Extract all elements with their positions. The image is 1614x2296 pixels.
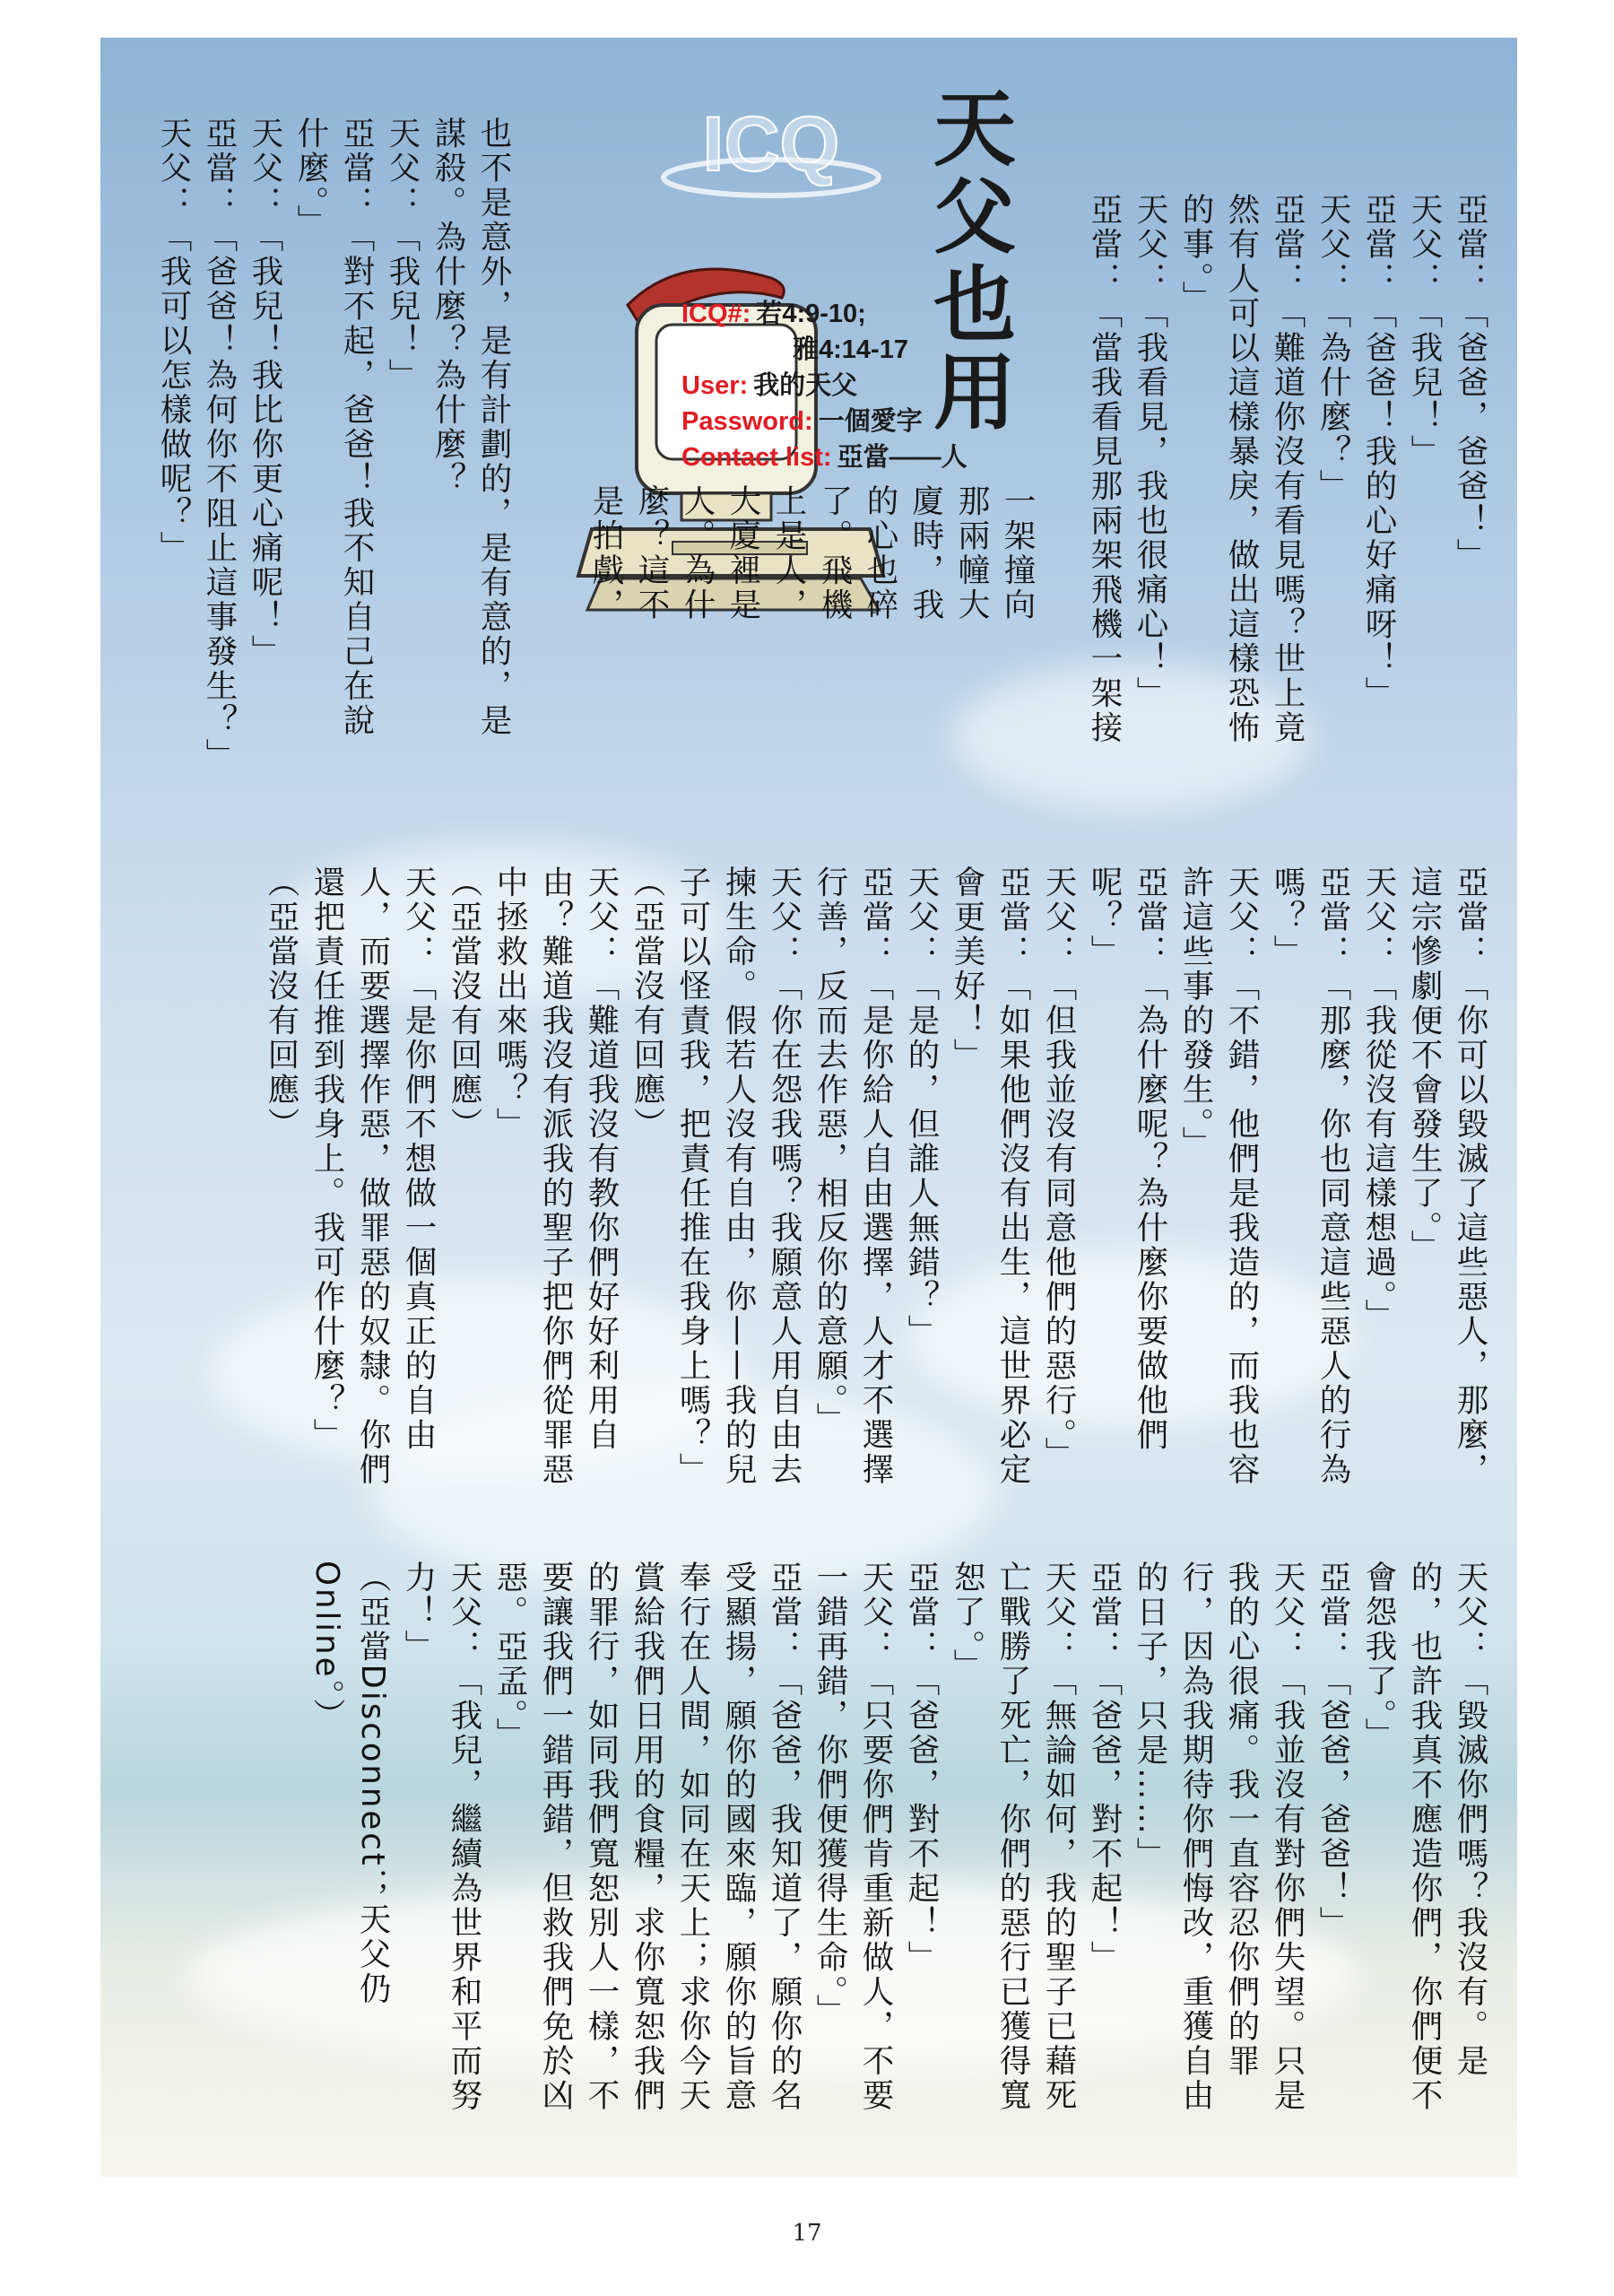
- icq-contact-row: [681, 439, 1058, 475]
- icq-number-label: ICQ#:: [681, 300, 751, 328]
- dialogue-line: 天父：「我兒！」: [1406, 193, 1443, 469]
- icq-contact-value: 亞當——人: [837, 443, 968, 472]
- dialogue-line: 天父：「我兒！」: [384, 117, 421, 393]
- page-number: 17: [792, 2220, 822, 2247]
- dialogue-line: 天父：「為什麼？」: [1315, 193, 1351, 504]
- dialogue-line: 廈時，我: [907, 484, 944, 622]
- icq-password-value: 一個愛字: [818, 407, 923, 436]
- icq-password-label: Password:: [681, 407, 813, 436]
- dialogue-section-1: [1081, 193, 1493, 776]
- dialogue-line: 亞當：「是你給人自由選擇，人才不選擇行善，反而去作惡，相反你的意願。」: [811, 865, 894, 1487]
- dialogue-line: 亞當：「如果他們沒有出生，這世界必定會更美好！」: [949, 865, 1031, 1487]
- icq-number-row: [681, 296, 1058, 332]
- dialogue-line: 天父：「我並沒有對你們失望。只是我的心很痛。我一直容忍你們的罪行，因為我期待你們悔改，重獲自由的日子，只是……」: [1132, 1561, 1306, 2113]
- icq-user-row: [681, 368, 1058, 404]
- dialogue-line: 亞當：「爸爸！我的心好痛呀！」: [1360, 193, 1397, 711]
- icq-user-label: User:: [681, 371, 749, 400]
- icq-user-value: 我的天父: [753, 371, 858, 400]
- dialogue-section-1-wrap: [583, 484, 1040, 762]
- dialogue-line: 了。飛機: [816, 484, 853, 622]
- icq-number-value-2: 雅4:14-17: [793, 335, 908, 364]
- dialogue-line: 天父：「是你們不想做一個真正的自由人，而要選擇作惡，做罪惡的奴隸。你們還把責任推到我身上。我可作什麼？」: [308, 865, 437, 1487]
- dialogue-line: 天父：「不錯，他們是我造的，而我也容許這些事的發生。」: [1177, 865, 1260, 1487]
- dialogue-line: 一架撞向: [999, 484, 1036, 622]
- dialogue-line: 亞當：「為什麼呢？為什麼你要做他們呢？」: [1086, 865, 1168, 1453]
- dialogue-line: 天父：「是的，但誰人無錯？」: [903, 865, 940, 1349]
- dialogue-line: 天父：「只要你們肯重新做人，不要一錯再錯，你們便獲得生命。」: [811, 1561, 894, 2113]
- dialogue-line: 亞當：「對不起，爸爸！我不知自己在說什麼。」: [292, 117, 375, 738]
- icq-logo-text: ICQ: [702, 101, 840, 187]
- dialogue-line: 亞當：「當我看見那兩架飛機一架接: [1086, 193, 1123, 745]
- icq-halo-logo: [655, 99, 888, 206]
- icq-profile-info: [681, 296, 1058, 475]
- dialogue-section-1-continued: [151, 117, 516, 773]
- dialogue-line: 天父：「但我並沒有同意他們的惡行。」: [1040, 865, 1077, 1472]
- dialogue-line: 天父：「毀滅你們嗎？我沒有。是的，也許我真不應造你們，你們便不會怨我了。」: [1360, 1561, 1488, 2113]
- dialogue-line: 亞當：「爸爸，我知道了，願你的名受顯揚，願你的國來臨，願你的旨意奉行在人間，如同在天上；求你今天賞給我們日用的食糧，求你寬恕我們的罪行，如同我們寬恕別人一樣，不要讓我們一錯再錯，但救我們免於凶惡。亞孟。」: [491, 1561, 803, 2113]
- dialogue-line: 天父：「我看見，我也很痛心！」: [1132, 193, 1168, 711]
- dialogue-line: （亞當沒有回應）: [446, 865, 482, 1142]
- dialogue-line: 亞當：「爸爸，爸爸！」: [1315, 1561, 1351, 1941]
- dialogue-section-2: [258, 865, 1493, 1493]
- dialogue-line: 天父：「難道我沒有教你們好好利用自由？難道我沒有派我的聖子把你們從罪惡中拯救出來嗎？」: [491, 865, 620, 1487]
- dialogue-line: 大廈裡是: [725, 484, 761, 622]
- dialogue-line: 亞當：「爸爸，爸爸！」: [1452, 193, 1488, 573]
- dialogue-line: 天父：「我可以怎樣做呢？」: [155, 117, 192, 566]
- dialogue-line: 的心也碎: [862, 484, 898, 622]
- dialogue-line: 是拍戲，: [587, 484, 624, 622]
- icq-contact-label: Contact list:: [681, 443, 832, 472]
- dialogue-line: 亞當：「難道你沒有看見嗎？世上竟然有人可以這樣暴戾，做出這樣恐怖的事。」: [1177, 193, 1306, 745]
- dialogue-line: 亞當：「那麼，你也同意這些惡人的行為嗎？」: [1269, 865, 1351, 1487]
- icq-number-value: 若4:9-10;: [756, 300, 866, 328]
- dialogue-line: 上是人，: [770, 484, 807, 622]
- page-title: 天父也用: [920, 85, 1016, 437]
- icq-number-row-2: [681, 332, 1058, 368]
- dialogue-line: 天父：「無論如何，我的聖子已藉死亡戰勝了死亡，你們的惡行已獲得寬恕了。」: [949, 1561, 1077, 2113]
- dialogue-line: 亞當：「爸爸，對不起！」: [903, 1561, 940, 1975]
- dialogue-line: （亞當沒有回應）: [629, 865, 665, 1142]
- dialogue-line: 亞當：「爸爸！為何你不阻止這事發生？」: [201, 117, 238, 773]
- icq-password-row: [681, 404, 1058, 439]
- dialogue-line: 天父：「我兒，繼續為世界和平而努力！」: [400, 1561, 482, 2113]
- dialogue-line: 亞當：「你可以毀滅了這些惡人，那麼，這宗慘劇便不會發生了。」: [1406, 865, 1488, 1487]
- dialogue-line: 也不是意外，是有計劃的，是有意的，是謀殺。為什麼？為什麼？: [430, 117, 512, 738]
- dialogue-section-3: [304, 1561, 1493, 2135]
- dialogue-line: 人。為什: [679, 484, 716, 622]
- dialogue-line: 麼？這不: [633, 484, 670, 622]
- dialogue-line: （亞當Disconnect；天父仍Online。）: [308, 1561, 391, 2006]
- dialogue-line: 天父：「我兒！我比你更心痛呢！」: [247, 117, 283, 669]
- dialogue-line: （亞當沒有回應）: [263, 865, 299, 1142]
- dialogue-line: 天父：「你在怨我嗎？我願意人用自由去揀生命。假若人沒有自由，你——我的兒子可以怪責我，把責任推在我身上嗎？」: [674, 865, 803, 1487]
- dialogue-line: 那兩幢大: [953, 484, 990, 622]
- dialogue-line: 天父：「我從沒有這樣想過。」: [1360, 865, 1397, 1334]
- dialogue-line: 亞當：「爸爸，對不起！」: [1086, 1561, 1123, 1975]
